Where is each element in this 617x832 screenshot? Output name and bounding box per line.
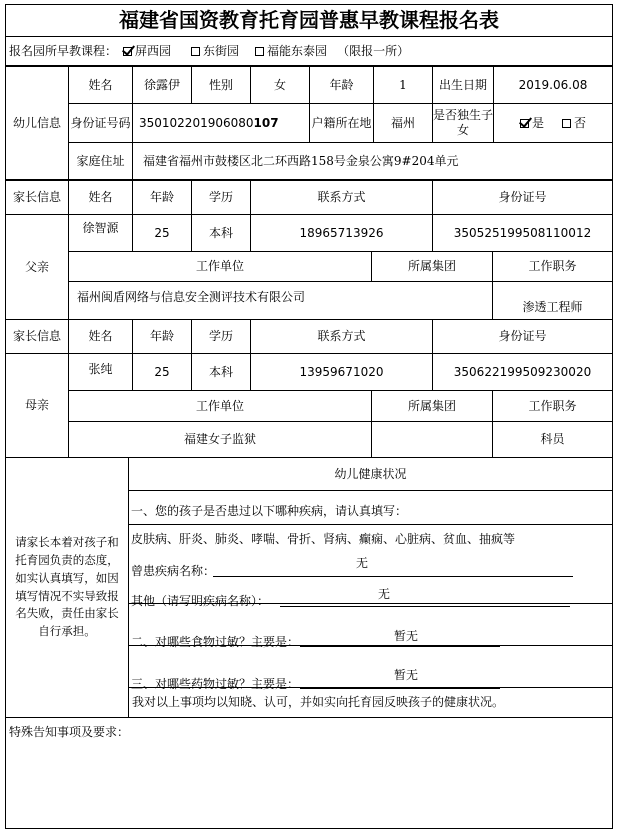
form-title: 福建省国资教育托育园普惠早教课程报名表 — [5, 4, 613, 37]
father-unit: 福州闽盾网络与信息安全测评技术有限公司 — [68, 281, 493, 320]
father-phone: 18965713926 — [250, 214, 433, 252]
father-id: 350525199508110012 — [432, 214, 613, 252]
mother-job-header: 工作职务 — [492, 390, 613, 422]
child-section-label: 幼儿信息 — [5, 66, 69, 180]
father-job-header: 工作职务 — [492, 251, 613, 282]
register-row — [5, 36, 613, 66]
father-name: 徐智源 — [68, 214, 133, 252]
child-name-value: 徐露伊 — [132, 66, 192, 104]
parent-section-label-2: 家长信息 — [5, 319, 69, 354]
other-value: 无 — [378, 587, 391, 601]
sick-value: 无 — [356, 556, 369, 570]
mother-age: 25 — [132, 353, 192, 391]
address-label: 家庭住址 — [68, 142, 133, 180]
mother-name: 张纯 — [68, 353, 133, 391]
child-id-value: 350102201906080 107 — [132, 103, 310, 143]
header-contact-2: 联系方式 — [250, 319, 433, 354]
child-name-label: 姓名 — [68, 66, 133, 104]
checkbox-icon[interactable] — [255, 47, 264, 56]
child-age-value: 1 — [373, 66, 433, 104]
only-child-label: 是否独生子女 — [432, 103, 494, 143]
sick-label: 曾患疾病名称： — [131, 564, 216, 578]
mother-phone: 13959671020 — [250, 353, 433, 391]
mother-edu: 本科 — [191, 353, 251, 391]
special-notes-box — [5, 717, 613, 829]
health-confirm: 我对以上事项均以知晓、认可，并如实向托育园反映孩子的健康状况。 — [128, 687, 613, 718]
option-funeng[interactable]: 福能东泰园 — [255, 44, 327, 59]
mother-job: 科员 — [492, 421, 613, 458]
parent-section-label: 家长信息 — [5, 180, 69, 215]
header-contact: 联系方式 — [250, 180, 433, 215]
child-age-label: 年龄 — [309, 66, 374, 104]
other-label: 其他（请写明疾病名称）： — [131, 594, 270, 608]
mother-group-header: 所属集团 — [371, 390, 493, 422]
header-age-2: 年龄 — [132, 319, 192, 354]
header-edu: 学历 — [191, 180, 251, 215]
register-label: 报名园所早教课程： — [9, 43, 118, 58]
register-note: （限报一所） — [337, 43, 410, 58]
checkbox-icon[interactable] — [191, 47, 200, 56]
child-hukou-value: 福州 — [373, 103, 433, 143]
father-group-header: 所属集团 — [371, 251, 493, 282]
checkbox-checked-icon[interactable] — [123, 47, 132, 56]
mother-group — [371, 421, 493, 458]
child-gender-label: 性别 — [191, 66, 251, 104]
father-unit-header: 工作单位 — [68, 251, 372, 282]
only-child-yes[interactable]: 是 — [520, 116, 544, 131]
father-label: 父亲 — [5, 214, 69, 320]
disease-list: 皮肤病、肝炎、肺炎、哮喘、骨折、肾病、癫痫、心脏病、贫血、抽疯等 — [131, 532, 516, 546]
father-age: 25 — [132, 214, 192, 252]
father-edu: 本科 — [191, 214, 251, 252]
child-birth-value: 2019.06.08 — [493, 66, 613, 104]
mother-unit: 福建女子监狱 — [68, 421, 372, 458]
child-hukou-label: 户籍所在地 — [309, 103, 374, 143]
food-allergy-label: 二、对哪些食物过敏？主要是： — [131, 635, 300, 649]
checkbox-icon[interactable] — [562, 119, 571, 128]
header-id: 身份证号 — [432, 180, 613, 215]
option-pingxi[interactable]: 屏西园 — [123, 44, 171, 59]
health-title: 幼儿健康状况 — [128, 457, 613, 491]
header-edu-2: 学历 — [191, 319, 251, 354]
drug-allergy-label: 三、对哪些药物过敏？主要是： — [131, 677, 300, 691]
special-notes-label: 特殊告知事项及要求： — [9, 725, 130, 739]
mother-id: 350622199509230020 — [432, 353, 613, 391]
header-name: 姓名 — [68, 180, 133, 215]
only-child-no[interactable]: 否 — [562, 116, 586, 131]
child-gender-value: 女 — [250, 66, 310, 104]
health-note: 请家长本着对孩子和托育园负责的态度，如实认真填写，如因填写情况不实导致报名失败，责任由家长自行承担。 — [5, 457, 129, 718]
drug-allergy-value: 暂无 — [394, 668, 419, 682]
header-name-2: 姓名 — [68, 319, 133, 354]
header-age: 年龄 — [132, 180, 192, 215]
father-job: 渗透工程师 — [492, 281, 613, 320]
only-child-options — [493, 103, 613, 143]
child-id-label: 身份证号码 — [68, 103, 133, 143]
checkbox-checked-icon[interactable] — [520, 119, 529, 128]
child-birth-label: 出生日期 — [432, 66, 494, 104]
header-id-2: 身份证号 — [432, 319, 613, 354]
food-allergy-value: 暂无 — [394, 629, 419, 643]
mother-label: 母亲 — [5, 353, 69, 458]
address-value: 福建省福州市鼓楼区北二环西路158号金泉公寓9#204单元 — [132, 142, 613, 180]
mother-unit-header: 工作单位 — [68, 390, 372, 422]
option-dongjie[interactable]: 东街园 — [191, 44, 239, 59]
question-1: 一、您的孩子是否患过以下哪种疾病，请认真填写： — [131, 504, 408, 518]
